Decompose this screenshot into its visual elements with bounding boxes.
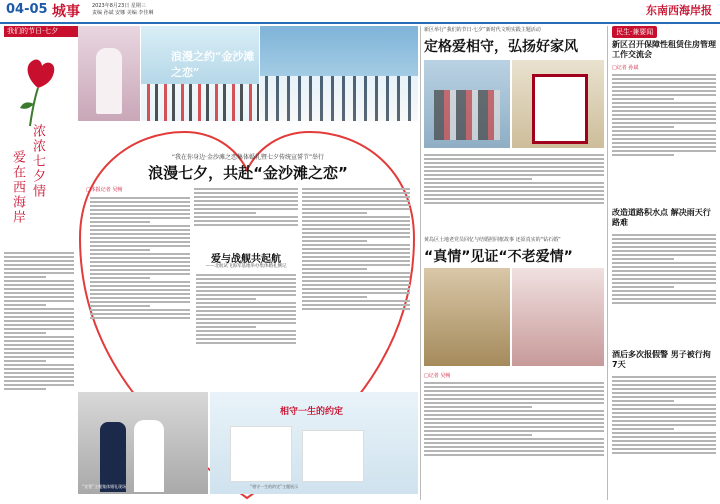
text-line	[4, 348, 74, 350]
text-line	[612, 448, 716, 450]
column-divider	[420, 26, 421, 500]
text-line	[612, 86, 716, 88]
text-line	[424, 382, 604, 384]
text-line	[612, 278, 716, 280]
text-line	[194, 200, 298, 202]
text-line	[424, 178, 532, 180]
photo-diamond-wedding	[512, 268, 604, 366]
text-line	[612, 444, 716, 446]
text-line	[194, 212, 256, 214]
right-text-1	[612, 72, 716, 202]
brand-tag: 民生·兼要闻	[612, 26, 657, 38]
text-line	[4, 340, 74, 342]
text-line	[4, 336, 74, 338]
poem-line-2: 爱在西海岸	[10, 150, 25, 225]
text-line	[424, 430, 604, 432]
text-line	[302, 220, 410, 222]
text-line	[612, 258, 674, 260]
text-line	[302, 252, 410, 254]
text-line	[4, 280, 74, 282]
text-line	[196, 314, 296, 316]
feature-kicker: “我在你身边·金沙滩之恋集体婚礼暨七夕传统宣誓节”举行	[171, 154, 325, 161]
text-line	[196, 302, 296, 304]
mid-title-1: 定格爱相守，弘扬好家风	[424, 39, 578, 55]
text-line	[196, 334, 296, 336]
newspaper-name: 东南西海岸报	[646, 4, 712, 17]
text-line	[424, 394, 604, 396]
text-line	[196, 286, 296, 288]
text-line	[196, 290, 296, 292]
text-line	[90, 297, 190, 299]
text-line	[612, 396, 716, 398]
text-line	[612, 298, 716, 300]
text-line	[612, 134, 716, 136]
text-line	[302, 216, 410, 218]
text-line	[4, 308, 74, 310]
text-line	[612, 102, 716, 104]
mid-text-1	[424, 152, 604, 232]
text-line	[424, 426, 604, 428]
text-line	[90, 273, 190, 275]
text-line	[196, 274, 296, 276]
text-line	[612, 302, 716, 304]
text-line	[4, 388, 46, 390]
text-line	[302, 208, 410, 210]
text-line	[302, 188, 410, 190]
text-line	[612, 114, 716, 116]
text-line	[424, 162, 604, 164]
text-line	[196, 282, 296, 284]
text-line	[194, 188, 298, 190]
text-line	[302, 256, 410, 258]
text-line	[194, 224, 298, 226]
text-line	[90, 245, 190, 247]
mid-lead-2: 黄岛区土地老党员回忆与结婚照同框故事 还原真实的“钻石婚”	[424, 237, 561, 243]
text-line	[90, 221, 150, 223]
text-line	[90, 205, 190, 207]
text-line	[90, 261, 190, 263]
text-line	[90, 229, 190, 231]
right-text-3	[612, 374, 716, 498]
text-line	[196, 330, 296, 332]
text-line	[612, 416, 716, 418]
text-line	[612, 98, 674, 100]
text-line	[612, 122, 716, 124]
text-line	[4, 352, 74, 354]
text-line	[90, 313, 190, 315]
text-line	[424, 194, 604, 196]
text-line	[424, 386, 604, 388]
text-line	[4, 260, 74, 262]
text-line	[302, 268, 367, 270]
text-line	[302, 260, 410, 262]
text-line	[612, 82, 716, 84]
text-line	[302, 212, 367, 214]
text-line	[424, 154, 604, 156]
text-line	[612, 376, 716, 378]
text-line	[4, 320, 74, 322]
text-line	[612, 440, 716, 442]
text-line	[424, 442, 604, 444]
text-line	[424, 422, 604, 424]
text-line	[612, 78, 716, 80]
text-line	[424, 438, 604, 440]
text-line	[612, 420, 716, 422]
sub-text	[196, 272, 296, 382]
photo-bride	[78, 26, 140, 121]
feature-text-mid	[194, 186, 298, 246]
feature-byline: □本报记者 吴畅	[86, 187, 123, 193]
text-line	[612, 242, 716, 244]
text-line	[424, 166, 604, 168]
sub-kicker: ——北航试飞海军基地举办集体婚礼侧记	[205, 264, 287, 269]
text-line	[612, 110, 716, 112]
text-line	[90, 317, 190, 319]
column-divider	[607, 26, 608, 500]
mid-text-2	[424, 380, 604, 498]
text-line	[302, 296, 367, 298]
text-line	[302, 304, 410, 306]
text-line	[196, 278, 296, 280]
left-text-block	[4, 250, 74, 460]
text-line	[90, 277, 150, 279]
text-line	[612, 404, 716, 406]
text-line	[196, 306, 296, 308]
page-number: 04-05	[6, 2, 48, 17]
text-line	[4, 316, 74, 318]
text-line	[302, 264, 410, 266]
column-label: 我们的节日·七夕	[4, 26, 79, 37]
text-line	[302, 308, 410, 310]
text-line	[612, 294, 716, 296]
text-line	[194, 192, 298, 194]
text-line	[612, 150, 716, 152]
text-line	[196, 342, 296, 344]
text-line	[302, 288, 410, 290]
right-title-3: 酒后多次报假警 男子被行拘7天	[612, 350, 711, 369]
rose-icon	[8, 48, 68, 128]
text-line	[612, 90, 716, 92]
text-line	[612, 74, 716, 76]
text-line	[4, 284, 74, 286]
text-line	[90, 257, 190, 259]
text-line	[4, 380, 74, 382]
text-line	[302, 240, 367, 242]
text-line	[4, 264, 74, 266]
text-line	[302, 248, 410, 250]
text-line	[424, 418, 604, 420]
text-line	[612, 146, 716, 148]
text-line	[424, 406, 532, 408]
text-line	[424, 170, 604, 172]
feature-title: 浪漫七夕，共赴“金沙滩之恋”	[148, 164, 348, 182]
text-line	[612, 126, 674, 128]
text-line	[90, 241, 190, 243]
text-line	[196, 298, 256, 300]
text-line	[612, 94, 716, 96]
poem-line-1: 浓浓七夕情	[30, 124, 45, 199]
text-line	[612, 234, 716, 236]
photo-couples	[141, 26, 259, 121]
text-line	[90, 301, 190, 303]
photo-old-couple	[424, 268, 510, 366]
text-line	[612, 266, 716, 268]
mid-lead: 新区举行“我们的节日·七夕”新时代文明实践主题活动	[424, 27, 541, 33]
text-line	[424, 158, 604, 160]
text-line	[302, 232, 410, 234]
text-line	[424, 446, 604, 448]
text-line	[4, 268, 74, 270]
text-line	[302, 244, 410, 246]
text-line	[194, 208, 298, 210]
text-line	[612, 154, 674, 156]
text-line	[4, 304, 46, 306]
text-line	[612, 254, 716, 256]
text-line	[196, 322, 296, 324]
text-line	[424, 198, 604, 200]
sub-title: 爱与战舰共起航	[211, 254, 281, 265]
section-title: 城事	[52, 4, 80, 20]
text-line	[90, 201, 190, 203]
editor-line: 责编 孙斌 安娜 美编 李佳琳	[92, 10, 154, 16]
text-line	[4, 364, 74, 366]
text-line	[194, 204, 298, 206]
text-line	[196, 310, 296, 312]
right-title-1: 新区召开保障性租赁住房管理工作交流会	[612, 40, 716, 59]
text-line	[612, 286, 674, 288]
photo-wedding-crowd	[260, 26, 418, 121]
feature-text-left	[90, 195, 190, 385]
text-line	[90, 197, 190, 199]
text-line	[612, 290, 716, 292]
text-line	[612, 262, 716, 264]
text-line	[612, 384, 716, 386]
photo-ceremony	[78, 392, 208, 494]
text-line	[302, 196, 410, 198]
text-line	[612, 130, 716, 132]
text-line	[90, 285, 190, 287]
text-line	[424, 174, 604, 176]
right-text-2	[612, 232, 716, 342]
text-line	[612, 392, 716, 394]
text-line	[424, 390, 604, 392]
text-line	[4, 384, 74, 386]
text-line	[302, 236, 410, 238]
text-line	[4, 344, 74, 346]
text-line	[612, 424, 716, 426]
text-line	[4, 332, 46, 334]
text-line	[612, 282, 716, 284]
text-line	[612, 270, 716, 272]
text-line	[90, 289, 190, 291]
promise-stamp: 相守一生的约定	[280, 407, 344, 417]
text-line	[4, 300, 74, 302]
text-line	[302, 292, 410, 294]
date-info	[92, 3, 153, 17]
text-line	[4, 252, 74, 254]
text-line	[424, 402, 604, 404]
text-line	[90, 305, 150, 307]
text-line	[612, 106, 716, 108]
text-line	[612, 428, 674, 430]
text-line	[90, 233, 190, 235]
text-line	[4, 276, 46, 278]
text-line	[612, 250, 716, 252]
text-line	[90, 281, 190, 283]
text-line	[90, 269, 190, 271]
text-line	[194, 216, 298, 218]
text-line	[194, 220, 298, 222]
text-line	[302, 192, 410, 194]
text-line	[424, 190, 604, 192]
text-line	[90, 309, 190, 311]
text-line	[424, 398, 604, 400]
date-line: 2023年8月23日 星期三	[92, 3, 146, 9]
text-line	[4, 292, 74, 294]
text-line	[4, 272, 74, 274]
text-line	[4, 328, 74, 330]
text-line	[194, 196, 298, 198]
photo-caption-1: “宣誓”主题集体婚礼现场	[82, 484, 127, 489]
text-line	[4, 372, 74, 374]
text-line	[302, 204, 410, 206]
text-line	[302, 276, 410, 278]
photo-couple-frame	[512, 60, 604, 148]
text-line	[196, 326, 256, 328]
text-line	[612, 412, 716, 414]
right-byline: □记者 孙斌	[612, 65, 639, 71]
text-line	[424, 414, 604, 416]
photo-promise-display	[210, 392, 418, 494]
text-line	[612, 142, 716, 144]
text-line	[90, 265, 190, 267]
text-line	[90, 237, 190, 239]
text-line	[302, 224, 410, 226]
text-line	[612, 408, 716, 410]
text-line	[612, 274, 716, 276]
text-line	[90, 293, 190, 295]
text-line	[90, 209, 190, 211]
text-line	[612, 452, 716, 454]
text-line	[612, 388, 716, 390]
text-line	[196, 318, 296, 320]
text-line	[4, 356, 74, 358]
text-line	[90, 249, 150, 251]
text-line	[4, 288, 74, 290]
text-line	[612, 432, 716, 434]
text-line	[90, 225, 190, 227]
text-line	[4, 312, 74, 314]
text-line	[612, 380, 716, 382]
text-line	[302, 200, 410, 202]
text-line	[196, 338, 296, 340]
mid-byline: □记者 吴畅	[424, 373, 451, 379]
text-line	[4, 368, 74, 370]
text-line	[612, 238, 716, 240]
photo-caption-2: “相守一生的约定”主题展示	[250, 484, 299, 489]
text-line	[4, 324, 74, 326]
text-line	[90, 253, 190, 255]
text-line	[302, 300, 410, 302]
text-line	[424, 454, 604, 456]
text-line	[424, 186, 604, 188]
text-line	[424, 182, 604, 184]
text-line	[612, 246, 716, 248]
text-line	[302, 228, 410, 230]
photo-caption-text: 浪漫之约“金沙滩之恋”	[171, 50, 255, 79]
text-line	[424, 202, 604, 204]
photo-family-portrait	[424, 60, 510, 148]
text-line	[424, 450, 604, 452]
text-line	[4, 296, 74, 298]
text-line	[302, 272, 410, 274]
text-line	[4, 360, 46, 362]
text-line	[424, 434, 532, 436]
text-line	[90, 213, 190, 215]
text-line	[4, 256, 74, 258]
feature-text-right	[302, 186, 410, 376]
text-line	[612, 118, 716, 120]
text-line	[4, 376, 74, 378]
text-line	[302, 280, 410, 282]
text-line	[612, 138, 716, 140]
right-title-2: 改造道路积水点 解决雨天行路难	[612, 208, 711, 227]
text-line	[612, 400, 674, 402]
text-line	[196, 294, 296, 296]
text-line	[612, 436, 716, 438]
text-line	[302, 284, 410, 286]
mid-title-2: “真情”见证“不老爱情”	[424, 249, 573, 265]
text-line	[90, 217, 190, 219]
text-line	[424, 410, 604, 412]
